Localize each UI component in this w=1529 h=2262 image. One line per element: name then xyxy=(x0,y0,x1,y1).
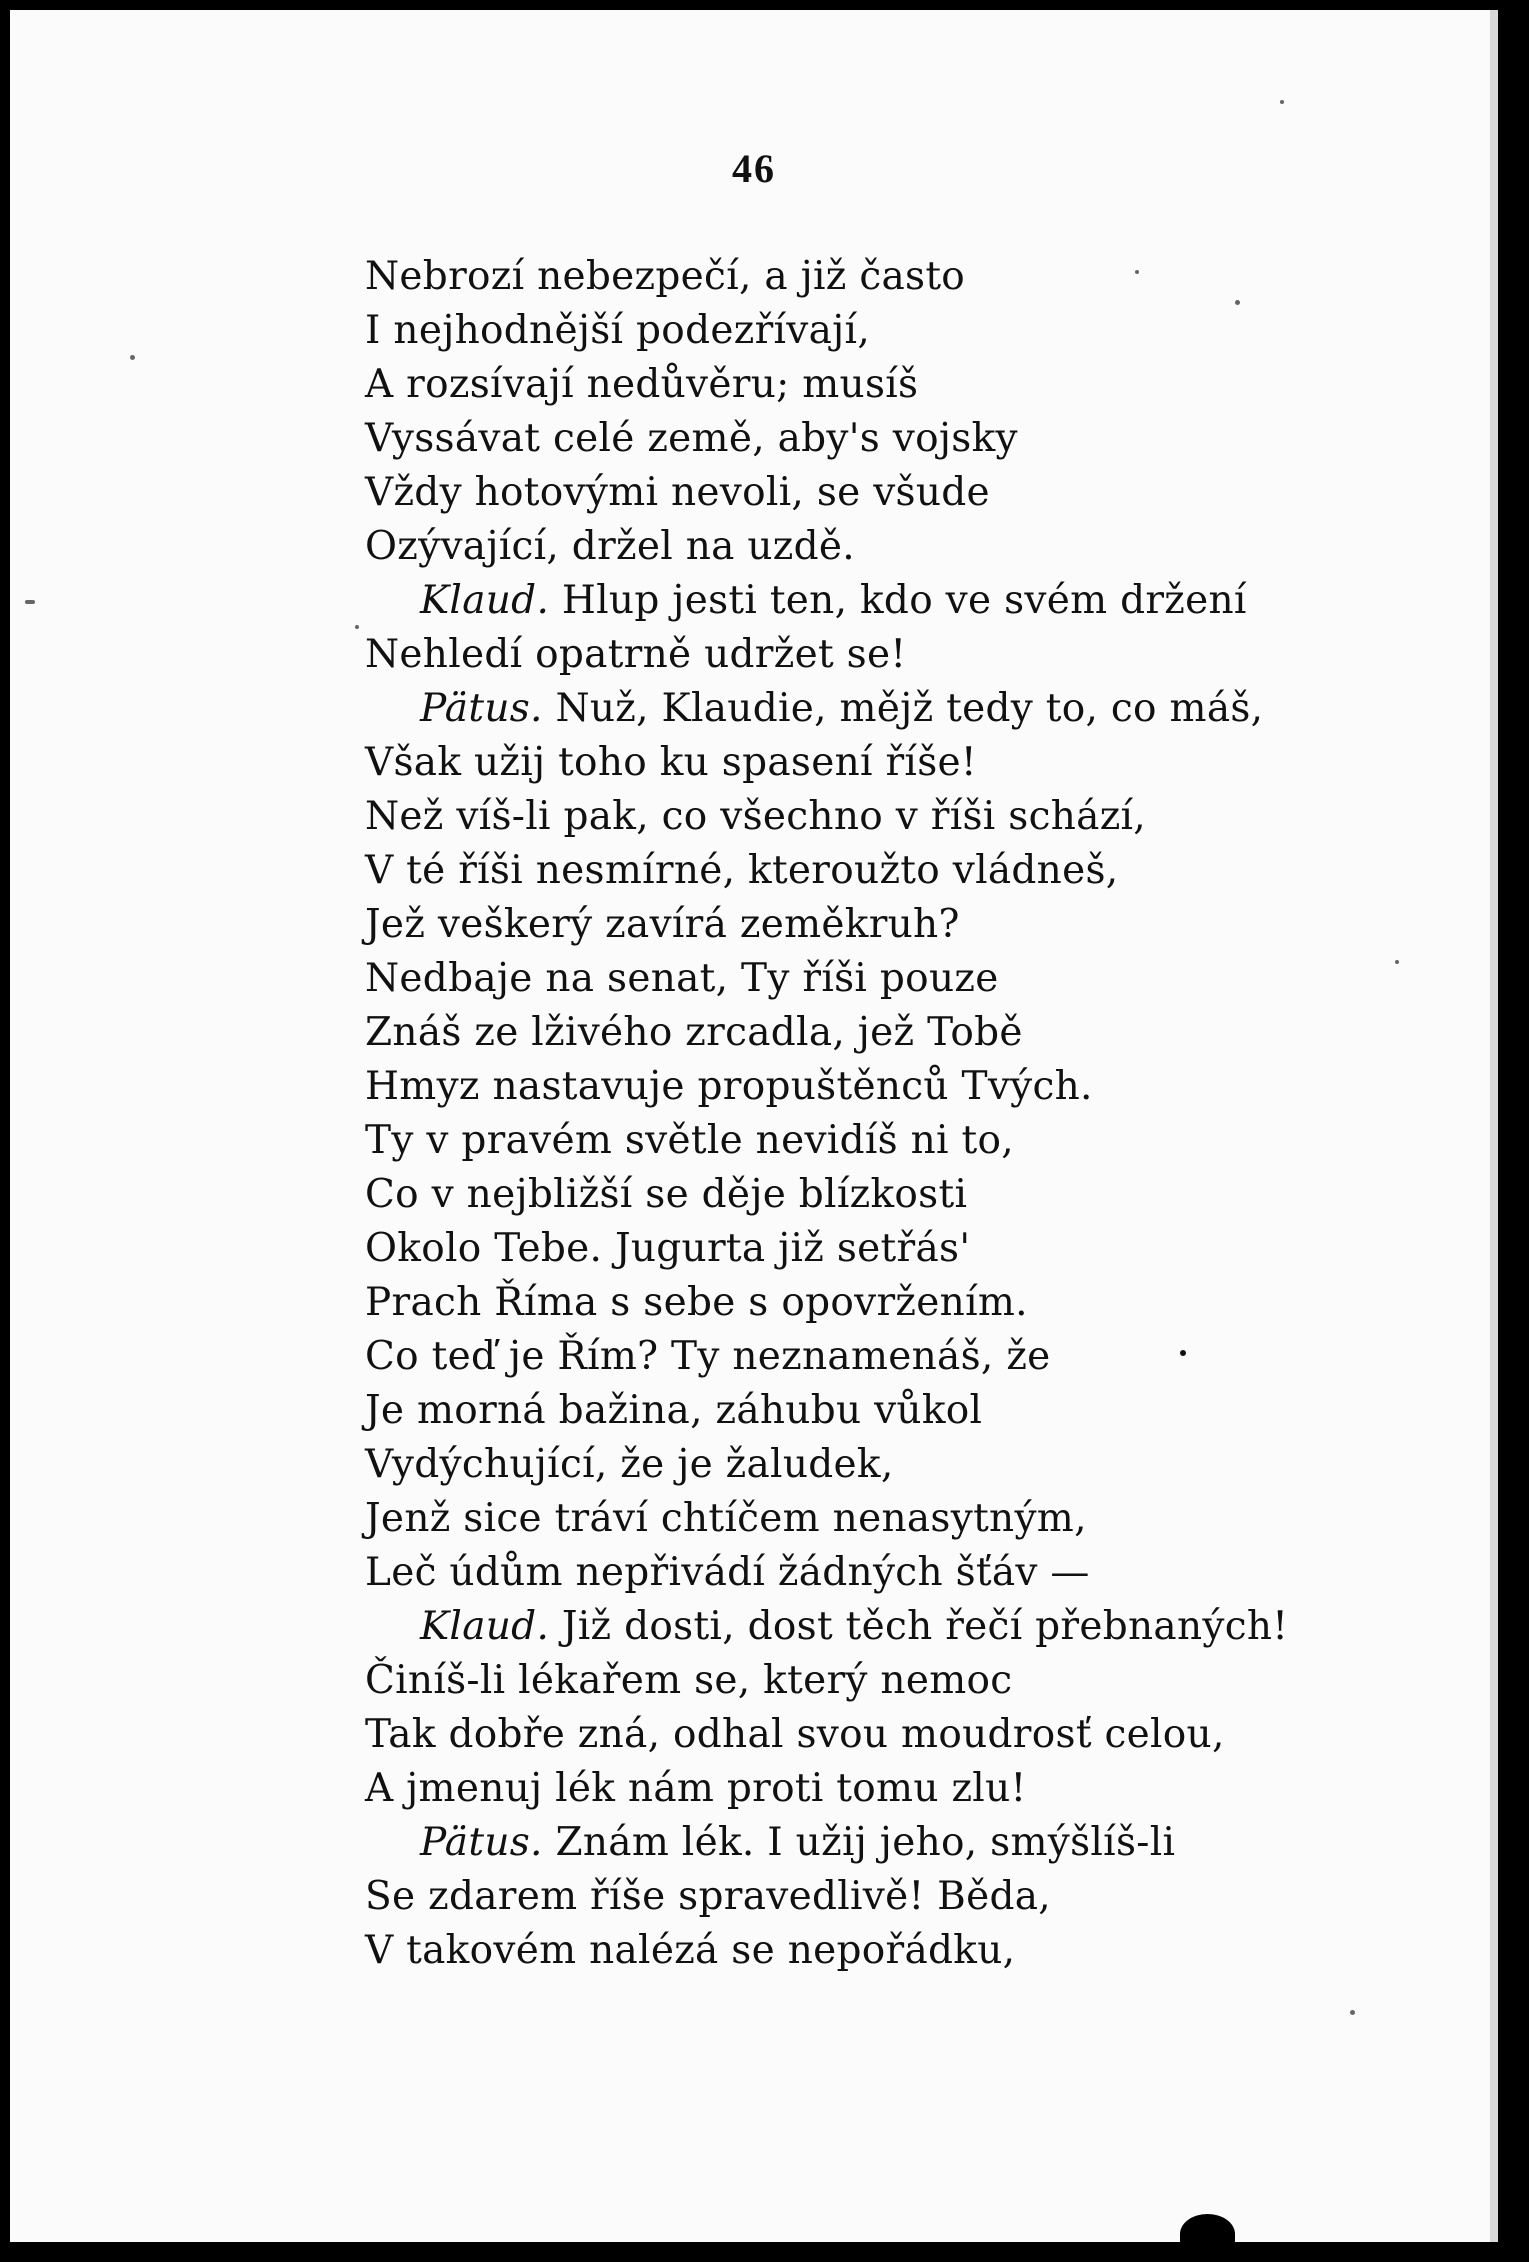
speck xyxy=(355,625,359,629)
line-text: Ty v pravém světle nevidíš ni to, xyxy=(365,1118,1014,1163)
verse-line xyxy=(365,1006,1485,1060)
verse-line xyxy=(365,1924,1485,1978)
line-text: Co teď je Řím? Ty neznamenáš, že xyxy=(365,1334,1051,1379)
verse-line xyxy=(365,358,1485,412)
line-text: V té říši nesmírné, kteroužto vládneš, xyxy=(365,848,1119,893)
line-text: A rozsívají nedůvěru; musíš xyxy=(365,362,919,407)
line-text: Znáš ze lživého zrcadla, jež Tobě xyxy=(365,1010,1023,1055)
line-text: Jenž sice tráví chtíčem nenasytným, xyxy=(365,1496,1087,1541)
verse-line xyxy=(365,952,1485,1006)
line-text: Hmyz nastavuje propuštěnců Tvých. xyxy=(365,1064,1093,1109)
speck xyxy=(1235,300,1240,305)
verse-line xyxy=(365,1816,1485,1870)
line-text: Jež veškerý zavírá zeměkruh? xyxy=(365,902,960,947)
verse-line xyxy=(365,574,1485,628)
verse-line xyxy=(365,1762,1485,1816)
verse-line xyxy=(365,1654,1485,1708)
line-text: Prach Říma s sebe s opovržením. xyxy=(365,1280,1028,1325)
ink-blot xyxy=(1180,2214,1235,2254)
line-text: Již dosti, dost těch řečí přebnaných! xyxy=(549,1604,1289,1649)
line-text: Znám lék. I užij jeho, smýšlíš-li xyxy=(542,1820,1176,1865)
speaker-name: Pätus. xyxy=(420,1820,543,1865)
verse-text xyxy=(365,250,1485,1978)
verse-line xyxy=(365,1492,1485,1546)
line-text: Nebrozí nebezpečí, a již často xyxy=(365,254,966,299)
speck xyxy=(1350,2010,1355,2015)
verse-line xyxy=(365,304,1485,358)
line-text: Činíš-li lékařem se, který nemoc xyxy=(365,1658,1013,1703)
verse-line xyxy=(365,1168,1485,1222)
speck xyxy=(25,600,35,604)
line-text: Se zdarem říše spravedlivě! Běda, xyxy=(365,1874,1052,1919)
speck xyxy=(1395,960,1399,964)
line-text: Je morná bažina, záhubu vůkol xyxy=(365,1388,983,1433)
verse-line xyxy=(365,250,1485,304)
speaker-name: Klaud. xyxy=(420,1604,550,1649)
speck xyxy=(1280,100,1284,104)
line-text: I nejhodnější podezřívají, xyxy=(365,308,871,353)
line-text: A jmenuj lék nám proti tomu zlu! xyxy=(365,1766,1027,1811)
book-page xyxy=(10,10,1498,2242)
speck xyxy=(130,355,135,360)
line-text: Okolo Tebe. Jugurta již setřás' xyxy=(365,1226,971,1271)
line-text: Nedbaje na senat, Ty říši pouze xyxy=(365,956,999,1001)
speck xyxy=(1135,270,1139,274)
line-text: Tak dobře zná, odhal svou moudrosť celou, xyxy=(365,1712,1225,1757)
line-text: Leč údům nepřivádí žádných šťáv — xyxy=(365,1550,1090,1595)
speaker-name: Pätus. xyxy=(420,686,543,731)
speaker-name: Klaud. xyxy=(420,578,550,623)
verse-line xyxy=(365,1114,1485,1168)
line-text: Vydýchující, že je žaludek, xyxy=(365,1442,894,1487)
page-number: 46 xyxy=(732,146,776,191)
verse-line xyxy=(365,1060,1485,1114)
verse-line xyxy=(365,1384,1485,1438)
line-text: Než víš-li pak, co všechno v říši schází, xyxy=(365,794,1147,839)
verse-line xyxy=(365,1546,1485,1600)
verse-line xyxy=(365,520,1485,574)
verse-line xyxy=(365,1438,1485,1492)
line-text: Nehledí opatrně udržet se! xyxy=(365,632,907,677)
verse-line xyxy=(365,412,1485,466)
verse-line xyxy=(365,898,1485,952)
line-text: Nuž, Klaudie, mějž tedy to, co máš, xyxy=(542,686,1264,731)
verse-line xyxy=(365,682,1485,736)
line-text: Vyssávat celé země, aby's vojsky xyxy=(365,416,1018,461)
verse-line xyxy=(365,1330,1485,1384)
verse-line xyxy=(365,736,1485,790)
line-text: Hlup jesti ten, kdo ve svém držení xyxy=(549,578,1247,623)
verse-line xyxy=(365,844,1485,898)
line-text: V takovém nalézá se nepořádku, xyxy=(365,1928,1016,1973)
verse-line xyxy=(365,1870,1485,1924)
line-text: Vždy hotovými nevoli, se všude xyxy=(365,470,990,515)
speck xyxy=(1180,1350,1186,1356)
verse-line xyxy=(365,1276,1485,1330)
verse-line xyxy=(365,790,1485,844)
line-text: Co v nejbližší se děje blízkosti xyxy=(365,1172,968,1217)
verse-line xyxy=(365,1600,1485,1654)
verse-line xyxy=(365,628,1485,682)
verse-line xyxy=(365,466,1485,520)
verse-line xyxy=(365,1708,1485,1762)
line-text: Ozývající, držel na uzdě. xyxy=(365,524,855,569)
verse-line xyxy=(365,1222,1485,1276)
line-text: Však užij toho ku spasení říše! xyxy=(365,740,977,785)
